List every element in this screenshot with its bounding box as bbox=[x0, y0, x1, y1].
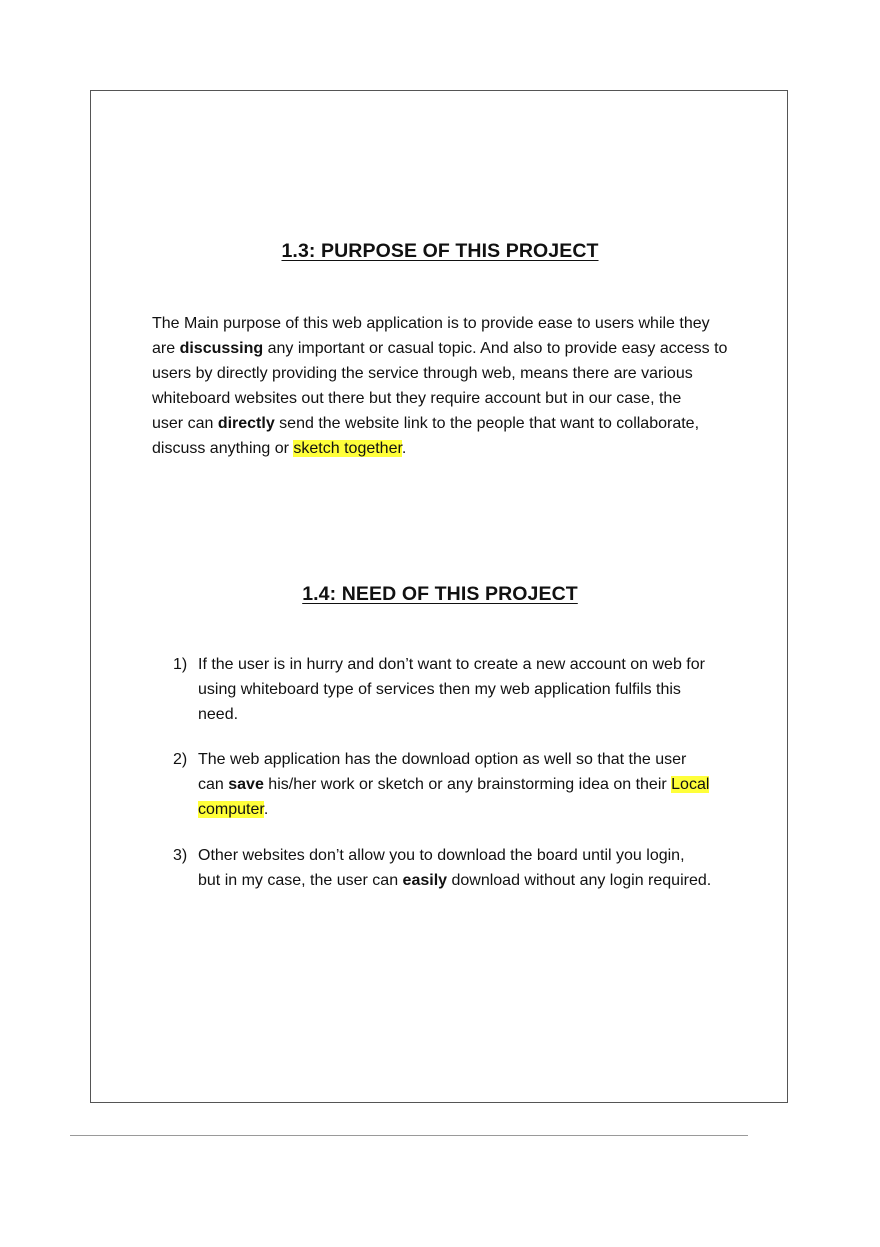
paragraph-line bbox=[152, 411, 742, 436]
need-heading: 1.4: NEED OF THIS PROJECT bbox=[302, 583, 578, 605]
list-text: but in my case, the user can bbox=[198, 872, 403, 889]
list-text: can bbox=[198, 776, 229, 793]
footer-divider bbox=[70, 1135, 748, 1136]
paragraph-line: The Main purpose of this web application is to provide ease to users while they bbox=[152, 315, 710, 332]
list-number: 2) bbox=[173, 751, 188, 768]
paragraph-text: any important or casual topic. And also to provide easy access to bbox=[263, 340, 728, 357]
list-number: 1) bbox=[173, 656, 188, 673]
paragraph-line bbox=[152, 336, 742, 361]
bold-term-easily: easily bbox=[402, 872, 448, 889]
highlight-local: Local bbox=[671, 776, 710, 793]
paragraph-text: . bbox=[401, 440, 407, 457]
purpose-paragraph bbox=[152, 311, 742, 461]
paragraph-line bbox=[152, 436, 742, 461]
list-text: his/her work or sketch or any brainstorming idea on their bbox=[263, 776, 672, 793]
purpose-heading: 1.3: PURPOSE OF THIS PROJECT bbox=[281, 240, 599, 262]
list-item-text bbox=[198, 747, 709, 822]
bold-term-discussing: discussing bbox=[179, 340, 264, 357]
highlight-sketch-together: sketch together bbox=[293, 440, 402, 457]
list-line: The web application has the download option as well so that the user bbox=[198, 751, 687, 768]
paragraph-text: user can bbox=[152, 415, 218, 432]
list-line bbox=[198, 797, 709, 822]
paragraph-line: whiteboard websites out there but they require account but in our case, the bbox=[152, 390, 682, 407]
list-line: If the user is in hurry and don’t want to create a new account on web for bbox=[198, 656, 705, 673]
paragraph-text: send the website link to the people that want to collaborate, bbox=[274, 415, 700, 432]
list-line: using whiteboard type of services then my web application fulfils this bbox=[198, 681, 681, 698]
paragraph-text: discuss anything or bbox=[152, 440, 294, 457]
list-line: need. bbox=[198, 706, 239, 723]
list-item-text bbox=[198, 652, 705, 727]
list-line bbox=[198, 868, 711, 893]
highlight-computer: computer bbox=[198, 801, 264, 818]
list-line bbox=[198, 772, 709, 797]
paragraph-line: users by directly providing the service through web, means there are various bbox=[152, 365, 693, 382]
bold-term-directly: directly bbox=[217, 415, 275, 432]
list-text: . bbox=[263, 801, 269, 818]
list-line: Other websites don’t allow you to download the board until you login, bbox=[198, 847, 685, 864]
list-text: download without any login required. bbox=[447, 872, 712, 889]
list-item-text bbox=[198, 843, 711, 893]
bold-term-save: save bbox=[228, 776, 264, 793]
list-number: 3) bbox=[173, 847, 188, 864]
paragraph-text: are bbox=[152, 340, 180, 357]
